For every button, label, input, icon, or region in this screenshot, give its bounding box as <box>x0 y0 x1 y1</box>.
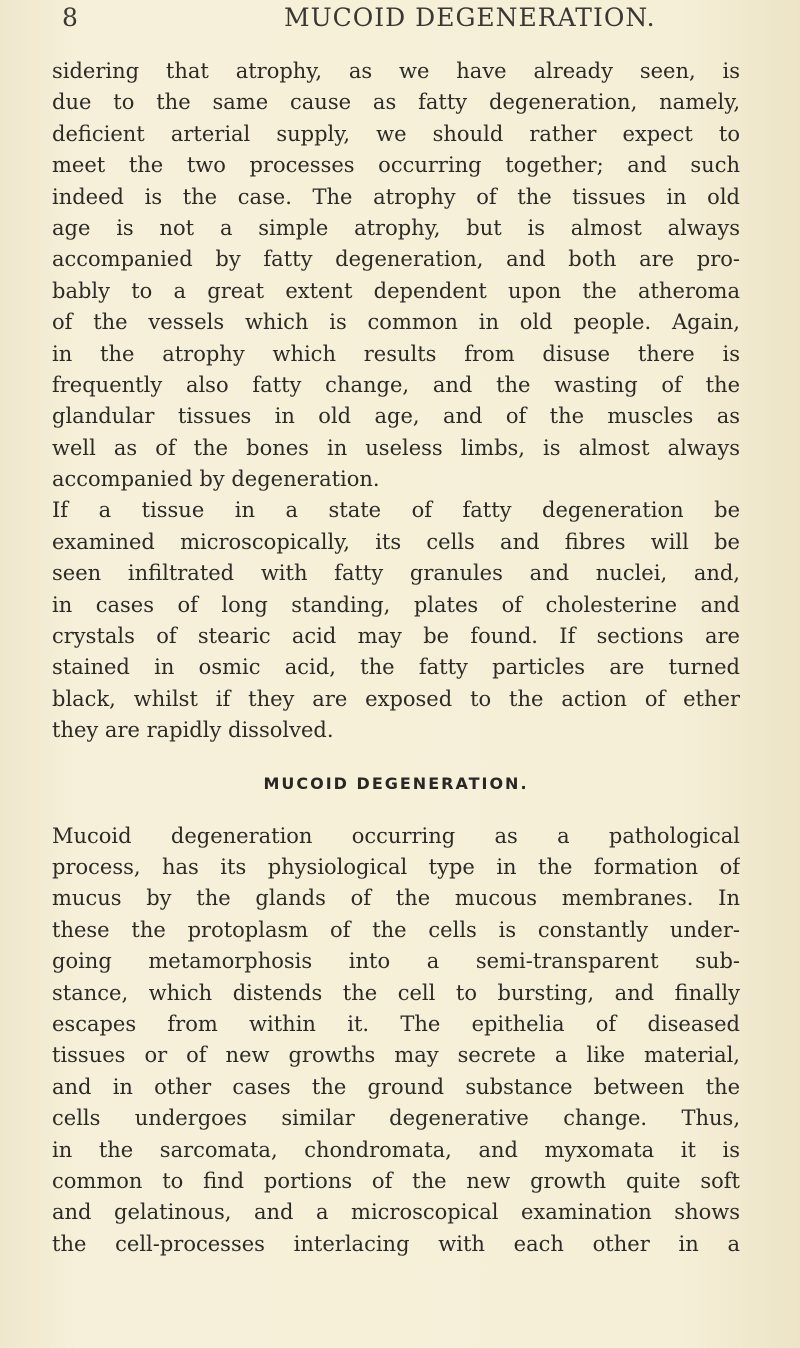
body-text <box>52 56 740 1260</box>
paragraph-mucoid <box>52 821 740 1260</box>
text-line: mucus by the glands of the mucous membranes. In <box>52 886 740 911</box>
text-line: If a tissue in a state of fatty degeneration be <box>52 498 740 523</box>
text-line: black, whilst if they are exposed to the action of ether <box>52 686 740 711</box>
text-line: and in other cases the ground substance between the <box>52 1074 740 1099</box>
page-number: 8 <box>62 3 79 32</box>
text-line: going metamorphosis into a semi-transparent sub- <box>52 949 740 974</box>
text-line: accompanied by degeneration. <box>52 467 380 492</box>
paragraph-microscopy <box>52 495 740 746</box>
text-line: cells undergoes similar degenerative change. Thus, <box>52 1106 740 1131</box>
text-line: examined microscopically, its cells and fibres will be <box>52 529 740 554</box>
text-line: stained in osmic acid, the fatty particles are turned <box>52 655 740 680</box>
text-line: indeed is the case. The atrophy of the tissues in old <box>52 184 740 209</box>
text-line: they are rapidly dissolved. <box>52 718 334 743</box>
text-line: sidering that atrophy, as we have already seen, is <box>52 59 740 83</box>
text-line: deficient arterial supply, we should rather expect to <box>52 121 740 146</box>
text-line: and gelatinous, and a microscopical examination shows <box>52 1200 740 1225</box>
text-line: escapes from within it. The epithelia of diseased <box>52 1011 740 1036</box>
paragraph-atrophy <box>52 56 740 495</box>
text-line: common to find portions of the new growth quite soft <box>52 1168 740 1193</box>
text-line: the cell-processes interlacing with each other in a <box>52 1231 740 1256</box>
text-line: process, has its physiological type in the formation of <box>52 854 740 879</box>
text-line: in the sarcomata, chondromata, and myxomata it is <box>52 1137 740 1162</box>
running-title: MUCOID DEGENERATION. <box>284 3 656 32</box>
text-line: these the protoplasm of the cells is constantly under- <box>52 917 740 942</box>
section-heading: MUCOID DEGENERATION. <box>263 773 529 793</box>
text-line: crystals of stearic acid may be found. If sections are <box>52 624 740 649</box>
text-line: age is not a simple atrophy, but is almost always <box>52 215 740 240</box>
text-line: due to the same cause as fatty degeneration, namely, <box>52 90 740 115</box>
text-line: frequently also fatty change, and the wasting of the <box>52 372 740 397</box>
text-line: Mucoid degeneration occurring as a pathological <box>52 823 740 848</box>
text-line: glandular tissues in old age, and of the muscles as <box>52 404 740 429</box>
running-head <box>52 0 740 46</box>
text-line: seen infiltrated with fatty granules and nuclei, and, <box>52 561 740 586</box>
text-line: stance, which distends the cell to bursting, and finally <box>52 980 740 1005</box>
text-line: of the vessels which is common in old people. Again, <box>52 310 740 335</box>
text-line: in cases of long standing, plates of cholesterine and <box>52 592 740 617</box>
text-line: meet the two processes occurring together; and such <box>52 153 740 178</box>
text-line: in the atrophy which results from disuse there is <box>52 341 740 366</box>
text-line: well as of the bones in useless limbs, is almost always <box>52 435 740 460</box>
text-line: accompanied by fatty degeneration, and both are pro- <box>52 247 740 272</box>
text-line: bably to a great extent dependent upon the atheroma <box>52 278 740 303</box>
text-line: tissues or of new growths may secrete a like material, <box>52 1043 740 1068</box>
